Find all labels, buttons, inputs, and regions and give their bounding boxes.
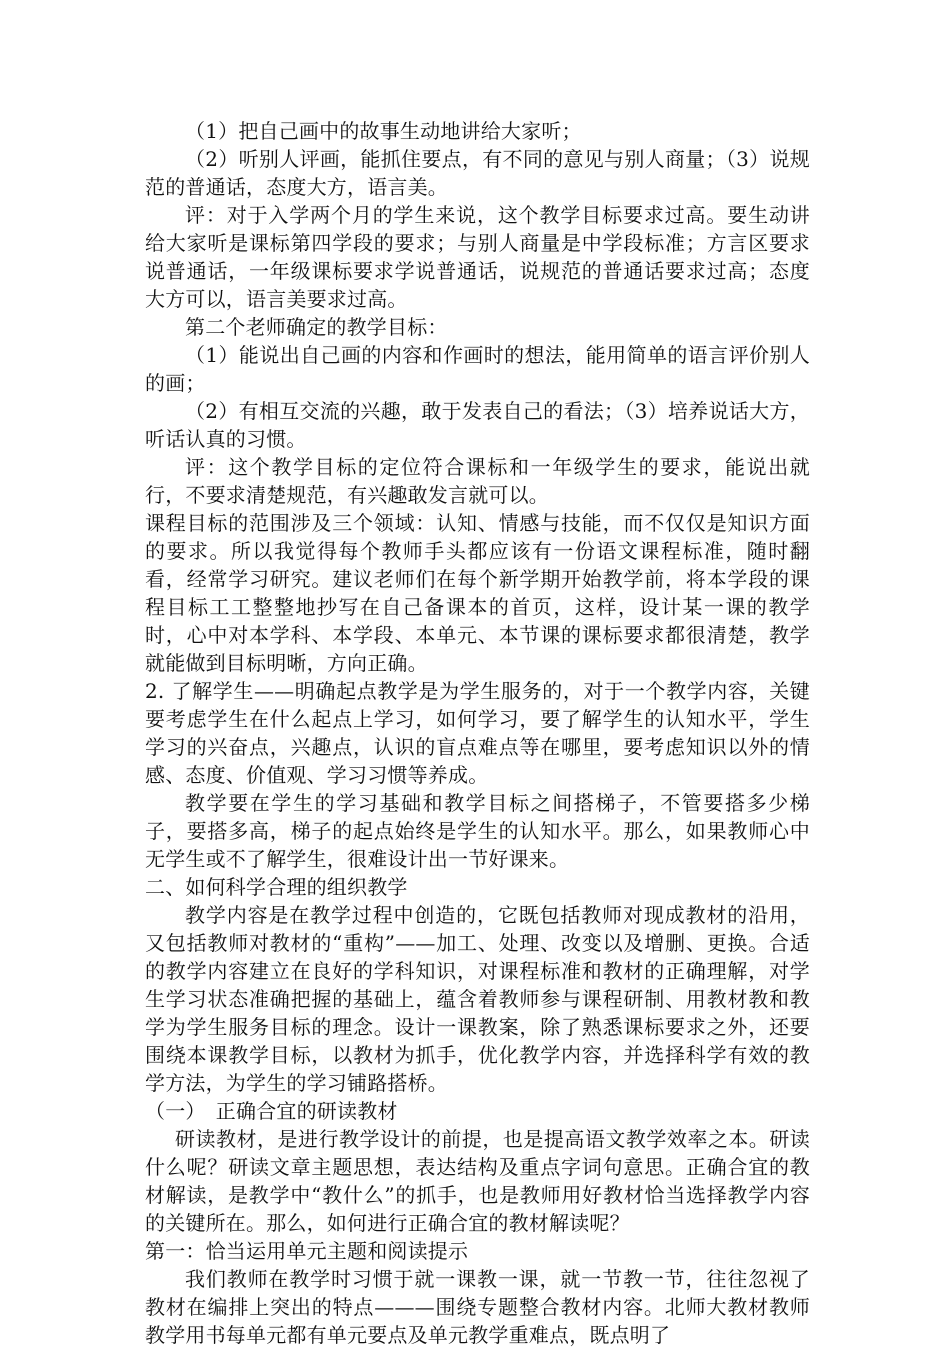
paragraph-goal-2-item-1: （1）能说出自己画的内容和作画时的想法，能用简单的语言评价别人的画； bbox=[145, 343, 810, 395]
paragraph-goal-1-item-1: （1）把自己画中的故事生动地讲给大家听； bbox=[185, 119, 582, 143]
paragraph-study-materials: 研读教材，是进行教学设计的前提，也是提高语文教学效率之本。研读什么呢？研读文章主题思想，表达结构及重点字词句意思。正确合宜的教材解读，是教学中“教什么”的抓手，也是教师用好教材恰当选择教学内容的关键所在。那么，如何进行正确合宜的教材解读呢？ bbox=[145, 1127, 810, 1235]
document-body bbox=[145, 117, 810, 1349]
point-heading-1: 第一：恰当运用单元主题和阅读提示 bbox=[145, 1239, 469, 1263]
paragraph-goal-2-items-2-3: （2）有相互交流的兴趣，敢于发表自己的看法；（3）培养说话大方，听话认真的习惯。 bbox=[145, 399, 810, 451]
paragraph-curriculum-goals: 课程目标的范围涉及三个领域：认知、情感与技能，而不仅仅是知识方面的要求。所以我觉得每个教师手头都应该有一份语文课程标准，随时翻看，经常学习研究。建议老师们在每个新学期开始教学前，将本学段的课程目标工工整整地抄写在自己备课本的首页，这样，设计某一课的教学时，心中对本学科、本学段、本单元、本节课的课标要求都很清楚，教学就能做到目标明晰，方向正确。 bbox=[145, 511, 810, 675]
paragraph-comment-2: 评：这个教学目标的定位符合课标和一年级学生的要求，能说出就行，不要求清楚规范，有兴趣敢发言就可以。 bbox=[145, 455, 810, 507]
paragraph-goal-1-items-2-3: （2）听别人评画，能抓住要点，有不同的意见与别人商量；（3）说规范的普通话，态度大方，语言美。 bbox=[145, 147, 810, 199]
section-heading-2: 二、如何科学合理的组织教学 bbox=[145, 875, 408, 899]
paragraph-teaching-content: 教学内容是在教学过程中创造的，它既包括教师对现成教材的沿用，又包括教师对教材的“重构”——加工、处理、改变以及增删、更换。合适的教学内容建立在良好的学科知识，对课程标准和教材的正确理解，对学生学习状态准确把握的基础上，蕴含着教师参与课程研制、用教材教和教学为学生服务目标的理念。设计一课教案，除了熟悉课标要求之外，还要围绕本课教学目标，以教材为抓手，优化教学内容，并选择科学有效的教学方法，为学生的学习铺路搭桥。 bbox=[145, 903, 810, 1095]
paragraph-ladder: 教学要在学生的学习基础和教学目标之间搭梯子，不管要搭多少梯子，要搭多高，梯子的起点始终是学生的认知水平。那么，如果教师心中无学生或不了解学生，很难设计出一节好课来。 bbox=[145, 791, 810, 871]
paragraph-comment-1: 评：对于入学两个月的学生来说，这个教学目标要求过高。要生动讲给大家听是课标第四学段的要求；与别人商量是中学段标准；方言区要求说普通话，一年级课标要求学说普通话，说规范的普通话要求过高；态度大方可以，语言美要求过高。 bbox=[145, 203, 810, 311]
paragraph-second-teacher-heading: 第二个老师确定的教学目标： bbox=[185, 315, 448, 339]
paragraph-unit-theme: 我们教师在教学时习惯于就一课教一课，就一节教一节，往往忽视了教材在编排上突出的特点———围绕专题整合教材内容。北师大教材教师教学用书每单元都有单元要点及单元教学重难点，既点明了 bbox=[145, 1267, 810, 1347]
subsection-heading-1: （一） 正确合宜的研读教材 bbox=[145, 1099, 398, 1123]
paragraph-understand-students: 2. 了解学生——明确起点教学是为学生服务的，对于一个教学内容，关键要考虑学生在什么起点上学习，如何学习，要了解学生的认知水平，学生学习的兴奋点，兴趣点，认识的盲点难点等在哪里，要考虑知识以外的情感、态度、价值观、学习习惯等养成。 bbox=[145, 679, 810, 787]
